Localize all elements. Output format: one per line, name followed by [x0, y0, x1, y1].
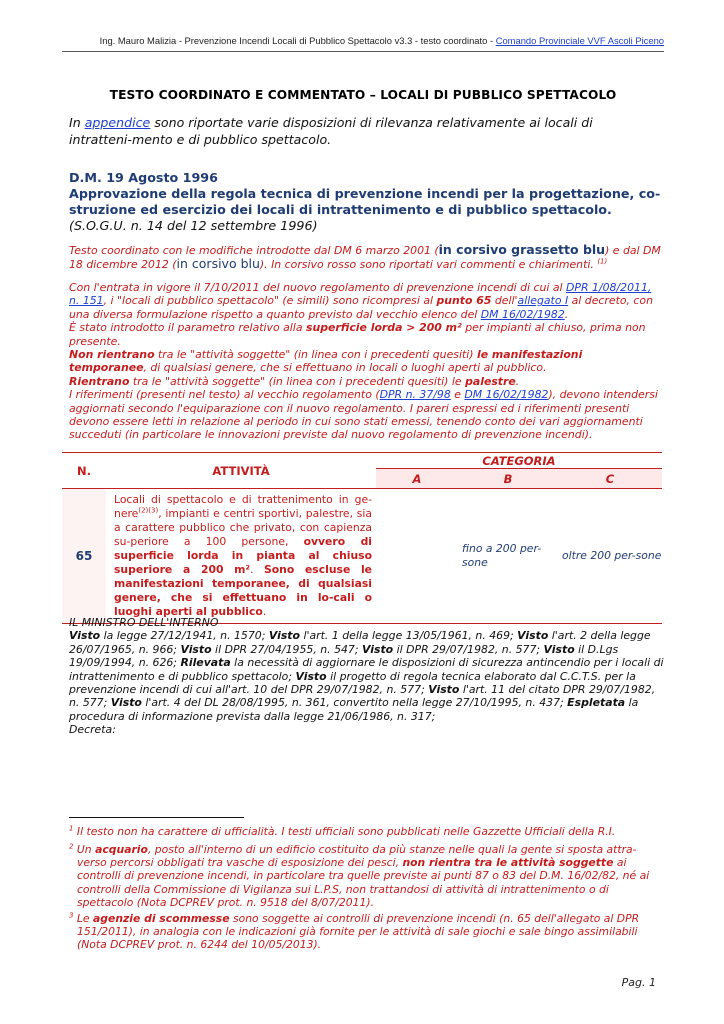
preamble-text: l'art. 11 del citato DPR 29/07/1982, n. 577; — [69, 683, 656, 710]
footnote-bold: non rientra tra le attività soggette — [402, 856, 614, 870]
header-rule — [62, 51, 664, 52]
dm1982-link-2[interactable]: DM 16/02/1982 — [464, 388, 549, 402]
page-number: Pag. 1 — [621, 976, 656, 989]
preamble-text: la procedura di informazione prevista dalla legge 21/06/1986, n. 317; — [69, 696, 639, 723]
note-text: tra le "attività soggette" (in linea con i precedenti quesiti) le — [129, 374, 466, 388]
header-category-c: C — [558, 469, 662, 489]
document-title: TESTO COORDINATO E COMMENTATO – LOCALI DI PUBBLICO SPETTACOLO — [109, 88, 617, 102]
dpr151-link[interactable]: DPR 1/08/2011, n. 151 — [69, 281, 652, 308]
allegato-link[interactable]: allegato I — [517, 294, 569, 308]
decree-date: D.M. 19 Agosto 1996 — [69, 170, 218, 185]
note-text: I riferimenti (presenti nel testo) al vecchio regolamento ( — [69, 388, 380, 402]
header-activity: ATTIVITÀ — [106, 453, 376, 489]
decree-heading — [69, 170, 662, 234]
footnote-bold: acquario — [95, 843, 148, 856]
preamble-text: la legge 27/12/1941, n. 1570; — [100, 629, 269, 643]
note-legend-blue: in corsivo blu — [176, 256, 260, 272]
row-bold: Sono escluse le manifestazioni temporanee, di qualsiasi genere, che si effettuano in lo-cali o luoghi aperti al pubblico — [114, 563, 372, 618]
note-surface — [69, 321, 662, 348]
dpr37-link[interactable]: DPR n. 37/98 — [379, 388, 451, 402]
visto-label: Visto — [110, 696, 142, 710]
visto-label: Visto — [268, 629, 300, 643]
minister-heading: IL MINISTRO DELL'INTERNO — [69, 616, 219, 629]
note-text: e — [450, 388, 465, 402]
visto-label: Visto — [543, 642, 575, 656]
footnote-text: , posto all'interno di un edificio costituito da più stanze nelle quali la gente si sposta attra-verso percorsi obbligati tra vasche di esposizione dei pesci, — [77, 843, 637, 870]
decreta-label: Decreta: — [69, 723, 116, 737]
category-c-cell: oltre 200 per-sone — [558, 489, 662, 624]
note-text: , di qualsiasi genere, che si effettuano in locali o luoghi aperti al pubblico. — [143, 361, 547, 375]
dm1982-link[interactable]: DM 16/02/1982 — [480, 307, 565, 321]
footnote-bold: agenzie di scommesse — [93, 912, 230, 925]
note-bold: Non rientrano — [69, 348, 155, 362]
visto-label: Visto — [180, 642, 212, 656]
header-link[interactable]: Comando Provinciale VVF Ascoli Piceno — [495, 35, 664, 46]
category-b-cell: fino a 200 per-sone — [458, 489, 558, 624]
footnote-ref: (1) — [597, 257, 608, 266]
row-text: , impianti e centri sportivi, palestre, sia a carattere pubblico che privato, con capienza su-periore a 100 persone, — [114, 507, 372, 548]
note-text: Testo coordinato con le modifiche introdotte dal DM 6 marzo 2001 ( — [69, 244, 439, 257]
note-text: per impianti al chiuso, prima non presente. — [69, 321, 646, 348]
note-not-included — [69, 348, 662, 375]
visto-label: Visto — [517, 629, 549, 643]
footnote-1 — [69, 825, 662, 838]
footnote-text: sono soggette ai controlli di prevenzione incendi (n. 65 dell'allegato al DPR 151/2011), in analogia con le indicazioni già fornite per le attività di sale giochi e sale bingo assimilabili (Nota DCPREV prot. n. 6244 del 10/05/2013). — [77, 912, 640, 952]
activity-number: 65 — [62, 489, 106, 624]
table-row — [62, 489, 662, 624]
decree-gazette-ref: (S.O.G.U. n. 14 del 12 settembre 1996) — [69, 218, 318, 233]
visto-label: Visto — [362, 642, 394, 656]
row-bold: ovvero di superficie lorda in pianta al chiuso superiore a 200 m² — [114, 535, 373, 576]
preamble-text: la necessità di aggiornare le disposizioni di sicurezza antincendio per i locali di intrattenimento e di pubblico spettacolo; — [69, 656, 664, 683]
note-text: ) e dal DM 18 dicembre 2012 ( — [69, 244, 661, 272]
activity-description — [106, 489, 376, 624]
footnote-ref: (2)(3) — [138, 506, 159, 515]
rilevata-label: Rilevata — [180, 656, 231, 670]
visto-label: Visto — [295, 669, 327, 683]
footnote-number: 1 — [69, 824, 74, 833]
coordination-note — [69, 243, 662, 272]
note-references — [69, 388, 662, 442]
preamble-text: l'art. 4 del DL 28/08/1995, n. 361, convertito nella legge 27/10/1995, n. 437; — [141, 696, 568, 710]
footnote-text: Un — [73, 843, 96, 856]
intro-paragraph — [69, 114, 659, 148]
note-text: , i "locali di pubblico spettacolo" (e simili) sono ricompresi al — [103, 294, 437, 308]
note-text: tra le "attività soggette" (in linea con i precedenti quesiti) — [154, 348, 477, 362]
note-legend-bold-blue: in corsivo grassetto blu — [438, 242, 606, 257]
visto-label: Visto — [69, 629, 101, 643]
note-bold: Rientrano — [69, 374, 130, 388]
footnote-2 — [69, 843, 662, 909]
note-text: Con l'entrata in vigore il 7/10/2011 del nuovo regolamento di prevenzione incendi di cui al — [69, 281, 567, 294]
note-bold: punto 65 — [436, 294, 492, 308]
footnote-number: 3 — [69, 911, 74, 920]
intro-text-rest: sono riportate varie disposizioni di rilevanza relativamente ai locali di intratteni-mento e di pubblico spettacolo. — [69, 115, 593, 147]
footnote-text: Il testo non ha carattere di ufficialità. I testi ufficiali sono pubblicati nelle Gazzette Ufficiali della R.I. — [73, 825, 616, 838]
header-category-a: A — [376, 469, 458, 489]
preamble-text: il D.Lgs 19/09/1994, n. 626; — [69, 642, 619, 670]
preamble-text: il DPR 27/04/1955, n. 547; — [211, 642, 362, 656]
header-category: CATEGORIA — [376, 453, 662, 469]
visto-label: Visto — [428, 683, 460, 697]
row-text: Locali di spettacolo e di trattenimento in ge-nere — [114, 493, 372, 520]
page-header — [40, 35, 664, 46]
note-bold: le manifestazioni temporanee — [69, 348, 583, 375]
footnote-text: ai controlli di prevenzione incendi, in particolare tra quelle previste ai punti 87 o 83 del D.M. 16/02/82, né ai controlli della Commissione di Vigilanza sui L.P.S, non trattandosi di attività di intrattenimento o di spettacolo (Nota DCPREV prot. n. 9518 del 8/07/2011). — [77, 856, 650, 909]
note-bold: palestre — [465, 374, 516, 388]
header-category-b: B — [458, 469, 558, 489]
note-included — [69, 375, 662, 388]
preamble-text: l'art. 1 della legge 13/05/1961, n. 469; — [300, 629, 518, 643]
note-text: . — [564, 307, 569, 321]
preamble-text: il progetto di regola tecnica elaborato dal C.C.T.S. per la prevenzione incendi di cui all'art. 10 del DPR 29/07/1982, n. 577; — [69, 669, 636, 697]
appendix-link[interactable]: appendice — [84, 115, 151, 130]
header-number: N. — [62, 453, 106, 489]
footnote-text: Le — [73, 912, 93, 925]
activity-table — [62, 452, 662, 624]
row-text: . — [262, 605, 267, 618]
table-header-row — [62, 453, 662, 469]
category-a-cell — [376, 489, 458, 624]
preamble-text: il DPR 29/07/1982, n. 577; — [393, 642, 544, 656]
note-text: dell' — [491, 294, 518, 308]
preamble-body — [69, 629, 664, 723]
note-bold: superficie lorda > 200 m² — [305, 321, 462, 335]
ministerial-preamble — [69, 616, 664, 737]
row-text: . — [250, 563, 264, 576]
note-dpr151 — [69, 281, 662, 321]
preamble-text: l'art. 2 della legge 26/07/1965, n. 966; — [69, 629, 651, 656]
espletata-label: Espletata — [567, 696, 626, 710]
regulation-notes — [69, 281, 662, 442]
footnote-3 — [69, 912, 662, 952]
note-text: ), devono intendersi aggiornati secondo l'equiparazione con il nuovo regolamento. I pareri espressi ed i riferimenti presenti devono essere letti in relazione al periodo in cui sono stati emessi, tenendo conto dei vari aggiornamenti succeduti (in particolare le innovazioni previste dal nuovo regolamento di prevenzione incendi). — [69, 388, 658, 442]
intro-text: In — [69, 115, 85, 130]
footnote-rule — [69, 817, 244, 818]
note-text: È stato introdotto il parametro relativo alla — [69, 321, 306, 335]
footnote-number: 2 — [69, 842, 74, 851]
note-text: . — [515, 374, 520, 388]
decree-title: Approvazione della regola tecnica di prevenzione incendi per la progettazione, co-struzione ed esercizio dei locali di intrattenimento e di pubblico spettacolo. — [69, 186, 661, 217]
note-text: al decreto, con una diversa formulazione rispetto a quanto previsto dal vecchio elenco del — [69, 294, 653, 321]
header-text: Ing. Mauro Malizia - Prevenzione Incendi Locali di Pubblico Spettacolo v3.3 - testo coordinato - — [99, 35, 496, 46]
note-text: ). In corsivo rosso sono riportati vari commenti e chiarimenti. — [259, 258, 594, 272]
